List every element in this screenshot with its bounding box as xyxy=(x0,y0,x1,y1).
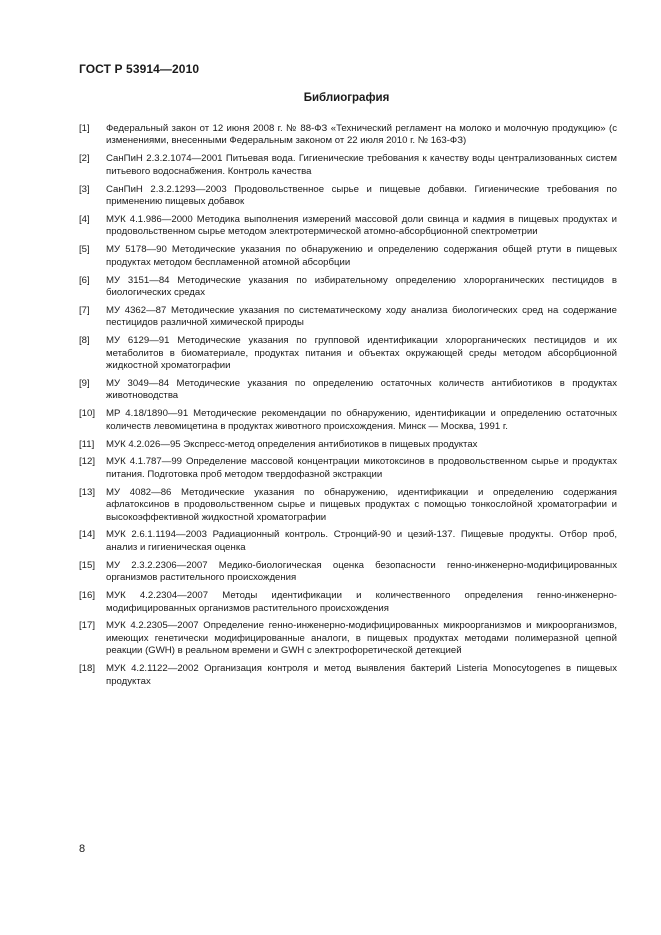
entry-text: МУК 4.2.2304—2007 Методы идентификации и количественного определения генно-инженерно-модифицированных организмов растительного происхождения xyxy=(106,590,617,614)
bibliography-entry xyxy=(79,305,617,330)
entry-number: [7] xyxy=(79,304,90,316)
bibliography-entry xyxy=(79,408,617,433)
bibliography-entry xyxy=(79,620,617,657)
bibliography-entry xyxy=(79,439,617,451)
entry-text: МУ 3151—84 Методические указания по избирательному определению хлорорганических пестицидов в биологических средах xyxy=(106,274,617,298)
entry-text: МУК 2.6.1.1194—2003 Радиационный контроль. Стронций-90 и цезий-137. Пищевые продукты. Отбор проб, анализ и гигиеническая оценка xyxy=(106,529,617,553)
entry-number: [9] xyxy=(79,377,90,389)
entry-text: МУ 4082—86 Методические указания по обнаружению, идентификации и определению содержания афлатоксинов в продовольственном сырье и пищевых продуктах с помощью тонкослойной хроматографии и высокоэффективной жидкостной хроматографии xyxy=(106,486,617,523)
bibliography-title: Библиография xyxy=(303,92,390,104)
entry-text: МУ 3049—84 Методические указания по определению остаточных количеств антибиотиков в продуктах животноводства xyxy=(106,377,617,402)
entry-number: [17] xyxy=(79,620,96,632)
entry-number: [2] xyxy=(79,153,90,165)
bibliography-entry xyxy=(79,560,617,585)
entry-text: Федеральный закон от 12 июня 2008 г. № 88-ФЗ «Технический регламент на молоко и молочную продукцию» (с изменениями, внесенными Федеральным законом от 22 июля 2010 г. № 163-ФЗ) xyxy=(106,123,617,147)
bibliography-entry xyxy=(79,487,617,524)
entry-text: МУ 2.3.2.2306—2007 Медико-биологическая оценка безопасности генно-инженерно-модифицированных организмов растительного происхождения xyxy=(106,559,617,584)
bibliography-entry xyxy=(79,244,617,269)
entry-number: [13] xyxy=(79,486,96,498)
document-id-header: ГОСТ Р 53914—2010 xyxy=(79,62,200,76)
bibliography-list xyxy=(79,123,617,693)
bibliography-entry xyxy=(79,275,617,300)
bibliography-entry xyxy=(79,184,617,209)
entry-number: [14] xyxy=(79,529,96,541)
bibliography-entry xyxy=(79,663,617,688)
entry-number: [6] xyxy=(79,274,90,286)
entry-text: МУК 4.2.026—95 Экспресс-метод определения антибиотиков в пищевых продуктах xyxy=(106,438,478,450)
bibliography-entry xyxy=(79,214,617,239)
entry-number: [12] xyxy=(79,456,96,468)
entry-text: МУК 4.2.1122—2002 Организация контроля и метод выявления бактерий Listeria Monocytogenes в пищевых продуктах xyxy=(106,663,617,687)
page-number: 8 xyxy=(79,843,86,855)
entry-text: МУ 4362—87 Методические указания по систематическому ходу анализа биологических сред на содержание пестицидов различной химической природы xyxy=(106,304,617,329)
entry-text: МУ 6129—91 Методические указания по групповой идентификации хлорорганических пестицидов и их метаболитов в биоматериале, продуктах питания и объектах окружающей среды методом абсорбционной жидкостной хроматографии xyxy=(106,335,617,371)
entry-number: [4] xyxy=(79,213,90,225)
bibliography-title-container xyxy=(0,92,661,104)
entry-text: СанПиН 2.3.2.1074—2001 Питьевая вода. Гигиенические требования к качеству воды централизованных систем питьевого водоснабжения. Контроль качества xyxy=(106,153,617,177)
entry-number: [11] xyxy=(79,438,95,450)
entry-number: [18] xyxy=(79,663,96,675)
entry-text: МУ 5178—90 Методические указания по обнаружению и определению содержания общей ртути в пищевых продуктах методом беспламенной атомной абсорбции xyxy=(106,244,617,268)
bibliography-entry xyxy=(79,123,617,148)
bibliography-entry xyxy=(79,590,617,615)
bibliography-entry xyxy=(79,456,617,481)
bibliography-entry xyxy=(79,529,617,554)
entry-text: МУК 4.2.2305—2007 Определение генно-инженерно-модифицированных микроорганизмов и микроорганизмов, имеющих генетически модифицированные аналоги, в пищевых продуктах методами полимеразной цепной реакции (GWH) в реальном времени и GWH с электрофоретической детекцией xyxy=(106,620,617,657)
entry-number: [15] xyxy=(79,559,96,571)
entry-text: МУК 4.1.986—2000 Методика выполнения измерений массовой доли свинца и кадмия в пищевых продуктах и продовольственном сырье методом электротермической атомно-абсорбционной спектрометрии xyxy=(106,213,617,238)
bibliography-entry xyxy=(79,153,617,178)
entry-number: [10] xyxy=(79,408,96,420)
entry-number: [8] xyxy=(79,335,90,347)
entry-number: [16] xyxy=(79,590,96,602)
bibliography-entry xyxy=(79,378,617,403)
bibliography-entry xyxy=(79,335,617,372)
entry-number: [3] xyxy=(79,183,90,195)
entry-text: МР 4.18/1890—91 Методические рекомендации по обнаружению, идентификации и определению остаточных количеств левомицетина в продуктах животного происхождения. Минск — Москва, 1991 г. xyxy=(106,408,617,432)
entry-number: [1] xyxy=(79,123,90,134)
entry-number: [5] xyxy=(79,244,90,256)
entry-text: СанПиН 2.3.2.1293—2003 Продовольственное сырье и пищевые добавки. Гигиенические требования по применению пищевых добавок xyxy=(106,183,617,208)
entry-text: МУК 4.1.787—99 Определение массовой концентрации микотоксинов в продовольственном сырье и продуктах питания. Подготовка проб методом твердофазной экстракции xyxy=(106,456,617,480)
